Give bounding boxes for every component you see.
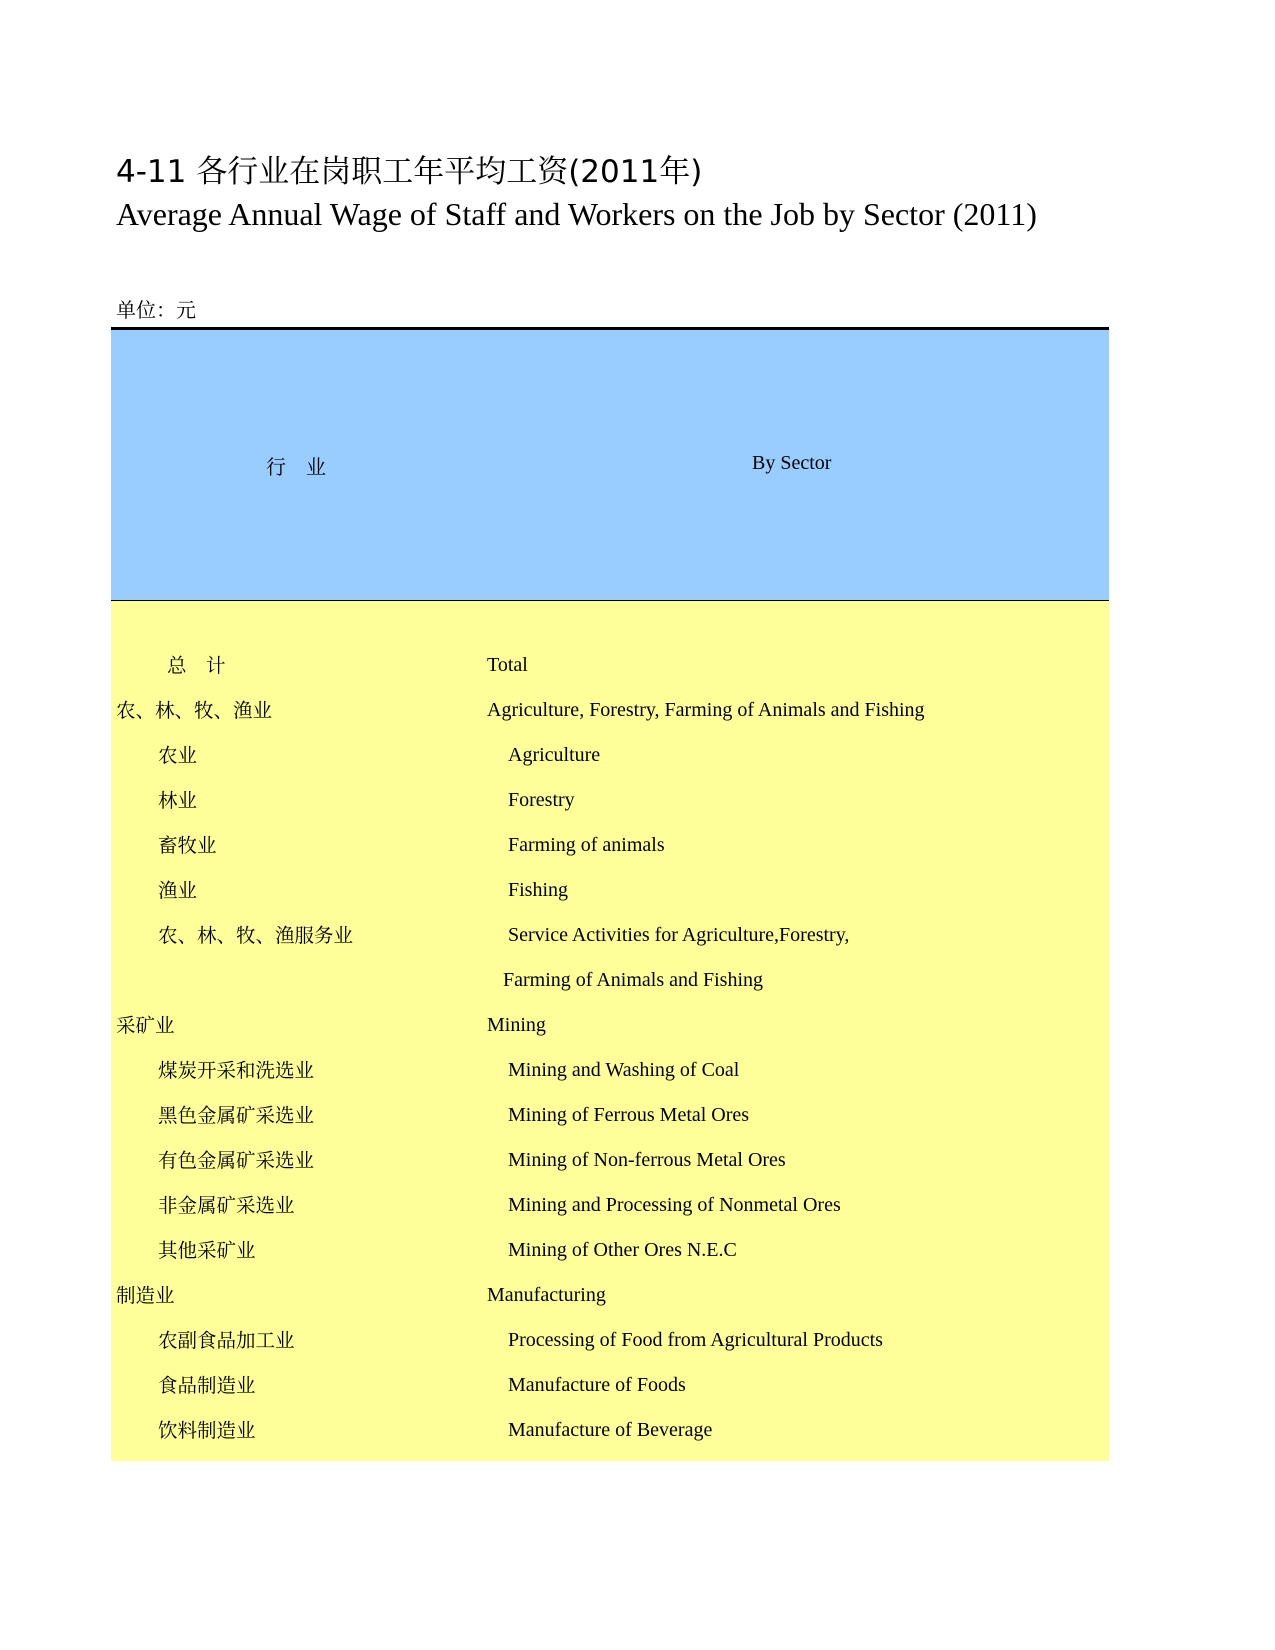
sector-en: Agriculture — [508, 744, 601, 766]
sector-cn: 农、林、牧、渔业 — [116, 699, 273, 722]
table-row — [111, 778, 1109, 823]
table-row — [111, 913, 1109, 958]
sector-cn: 煤炭开采和洗选业 — [158, 1059, 315, 1082]
sector-cn: 畜牧业 — [158, 834, 217, 857]
sector-cn: 采矿业 — [116, 1014, 175, 1037]
sector-cn: 总 计 — [167, 654, 226, 677]
sector-en: Forestry — [508, 789, 575, 811]
table-row — [111, 1138, 1109, 1183]
sector-cn: 渔业 — [158, 879, 198, 902]
sector-cn: 黑色金属矿采选业 — [158, 1104, 315, 1127]
sector-cn: 林业 — [158, 789, 198, 812]
sector-cn: 农业 — [158, 744, 198, 767]
table-row — [111, 1363, 1109, 1408]
table-row — [111, 1093, 1109, 1138]
sector-cn: 食品制造业 — [158, 1374, 256, 1397]
table-row — [111, 958, 1109, 1003]
sector-en: Mining of Ferrous Metal Ores — [508, 1104, 750, 1126]
table-row — [111, 823, 1109, 868]
sector-en: Mining and Processing of Nonmetal Ores — [508, 1194, 841, 1216]
sector-en: Processing of Food from Agricultural Products — [508, 1329, 883, 1351]
sector-cn: 有色金属矿采选业 — [158, 1149, 315, 1172]
sector-en: Farming of animals — [508, 834, 665, 856]
sector-cn: 农副食品加工业 — [158, 1329, 295, 1352]
sector-en: Manufacturing — [487, 1284, 606, 1306]
sector-cn: 饮料制造业 — [158, 1419, 256, 1442]
sector-en: Fishing — [508, 879, 569, 901]
page-title-chinese: 4-11 各行业在岗职工年平均工资(2011年) — [116, 154, 703, 190]
sector-en: Service Activities for Agriculture,Forestry, — [508, 924, 850, 946]
table-row — [111, 1228, 1109, 1273]
header-sector-chinese: 行 业 — [266, 457, 326, 479]
table-row — [111, 868, 1109, 913]
table-row — [111, 643, 1109, 688]
sector-cn: 制造业 — [116, 1284, 175, 1307]
table-header — [111, 330, 1109, 601]
sector-en: Mining — [487, 1014, 546, 1036]
page-title-english: Average Annual Wage of Staff and Workers on the Job by Sector (2011) — [116, 196, 1037, 232]
sector-en: Mining of Other Ores N.E.C — [508, 1239, 737, 1261]
sector-en: Total — [487, 654, 528, 676]
sector-en: Manufacture of Foods — [508, 1374, 686, 1396]
unit-label: 单位：元 — [116, 300, 196, 322]
table-row — [111, 1048, 1109, 1093]
sector-cn: 农、林、牧、渔服务业 — [158, 924, 354, 947]
table-row — [111, 1183, 1109, 1228]
header-sector-english: By Sector — [752, 452, 832, 474]
table-row — [111, 1273, 1109, 1318]
sector-en: Agriculture, Forestry, Farming of Animals and Fishing — [487, 699, 925, 721]
table-row — [111, 688, 1109, 733]
sector-en: Mining of Non-ferrous Metal Ores — [508, 1149, 786, 1171]
sector-cn: 非金属矿采选业 — [158, 1194, 295, 1217]
sector-en: Farming of Animals and Fishing — [503, 969, 763, 991]
table-row — [111, 1318, 1109, 1363]
sector-en: Manufacture of Beverage — [508, 1419, 713, 1441]
sector-cn: 其他采矿业 — [158, 1239, 256, 1262]
sector-en: Mining and Washing of Coal — [508, 1059, 740, 1081]
table-row — [111, 1003, 1109, 1048]
table-row — [111, 733, 1109, 778]
table-row — [111, 1408, 1109, 1453]
